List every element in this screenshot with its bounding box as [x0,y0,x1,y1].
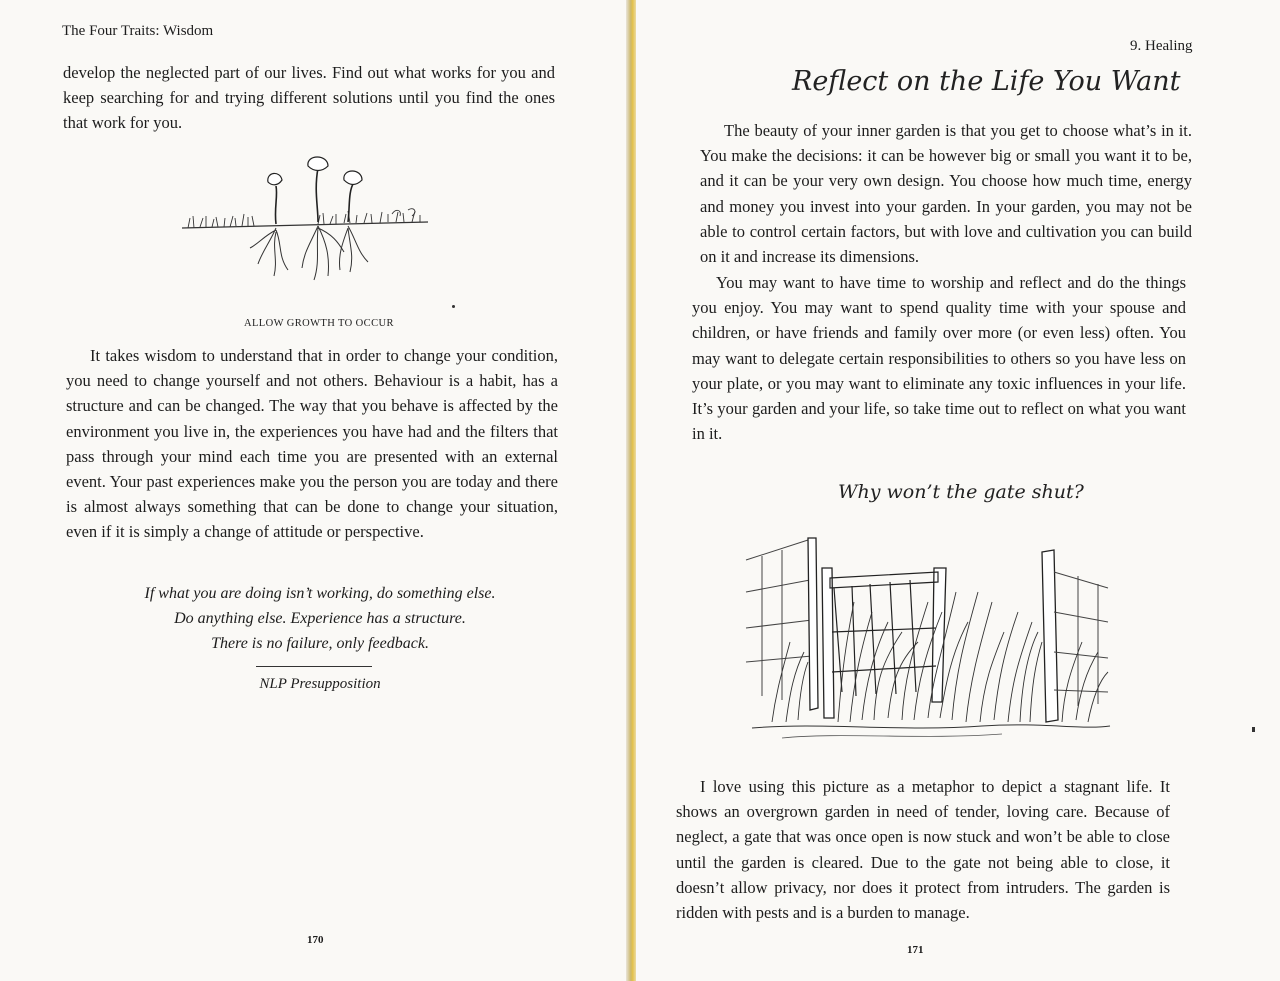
page-number-left: 170 [307,934,324,946]
quote-line-1: If what you are doing isn’t working, do something else. [144,585,496,602]
illustration-caption: ALLOW GROWTH TO OCCUR [244,318,394,329]
quote-line-3: There is no failure, only feedback. [211,635,429,652]
quote-divider [256,666,372,667]
paragraph-3-right: I love using this picture as a metaphor to depict a stagnant life. It shows an overgrown garden in need of tender, loving care. Because of neglect, a gate that was once open is now stuck and won’t be able to close until the garden is cleared. Due to the gate not being able to close, it doesn’t allow privacy, nor does it protect from intruders. The garden is ridden with pests and is a burden to manage. [676,777,1170,923]
quote-line-2: Do anything else. Experience has a structure. [174,610,466,627]
stray-mark [1252,727,1255,732]
page-number-right: 171 [907,944,924,956]
stray-dot [452,305,455,308]
quote-block [110,581,530,656]
overgrown-gate-illustration [742,532,1114,744]
sprouting-seeds-illustration [178,152,436,284]
paragraph-1: develop the neglected part of our lives. Find out what works for you and keep searching for and trying different solutions until you find the ones that work for you. [63,63,555,133]
section-heading: Reflect on the Life You Want [792,66,1181,97]
paragraph-2: It takes wisdom to understand that in order to change your condition, you need to change yourself and not others. Behaviour is a habit, has a structure and can be changed. The way that you behave is affected by the environment you live in, the experiences you have had and the filters that pass through your mind each time you are presented with an external event. Your past experiences make you the person you are today and there is almost always something that can be done to change your situation, even if it is simply a change of attitude or perspective. [66,346,558,542]
left-page [0,0,628,981]
running-head-right: 9. Healing [1130,38,1193,54]
running-head-left: The Four Traits: Wisdom [62,23,214,39]
paragraph-1-right: The beauty of your inner garden is that you get to choose what’s in it. You make the decisions: it can be however big or small you want it to be, and it can be your very own design. You choose how much time, energy and money you invest into your garden. In your garden, you may not be able to control certain factors, but with love and cultivation you can build on it and increase its dimensions. [700,121,1192,267]
quote-attribution: NLP Presupposition [259,676,381,692]
right-page [636,0,1280,981]
subheading: Why won’t the gate shut? [838,481,1084,503]
paragraph-2-right: You may want to have time to worship and reflect and do the things you enjoy. You may want to spend quality time with your spouse and children, or have friends and family over more (or even less) often. You may want to delegate certain responsibilities to others so you have less on your plate, or you may want to eliminate any toxic influences in your life. It’s your garden and your life, so take time out to reflect on what you want in it. [692,273,1186,444]
